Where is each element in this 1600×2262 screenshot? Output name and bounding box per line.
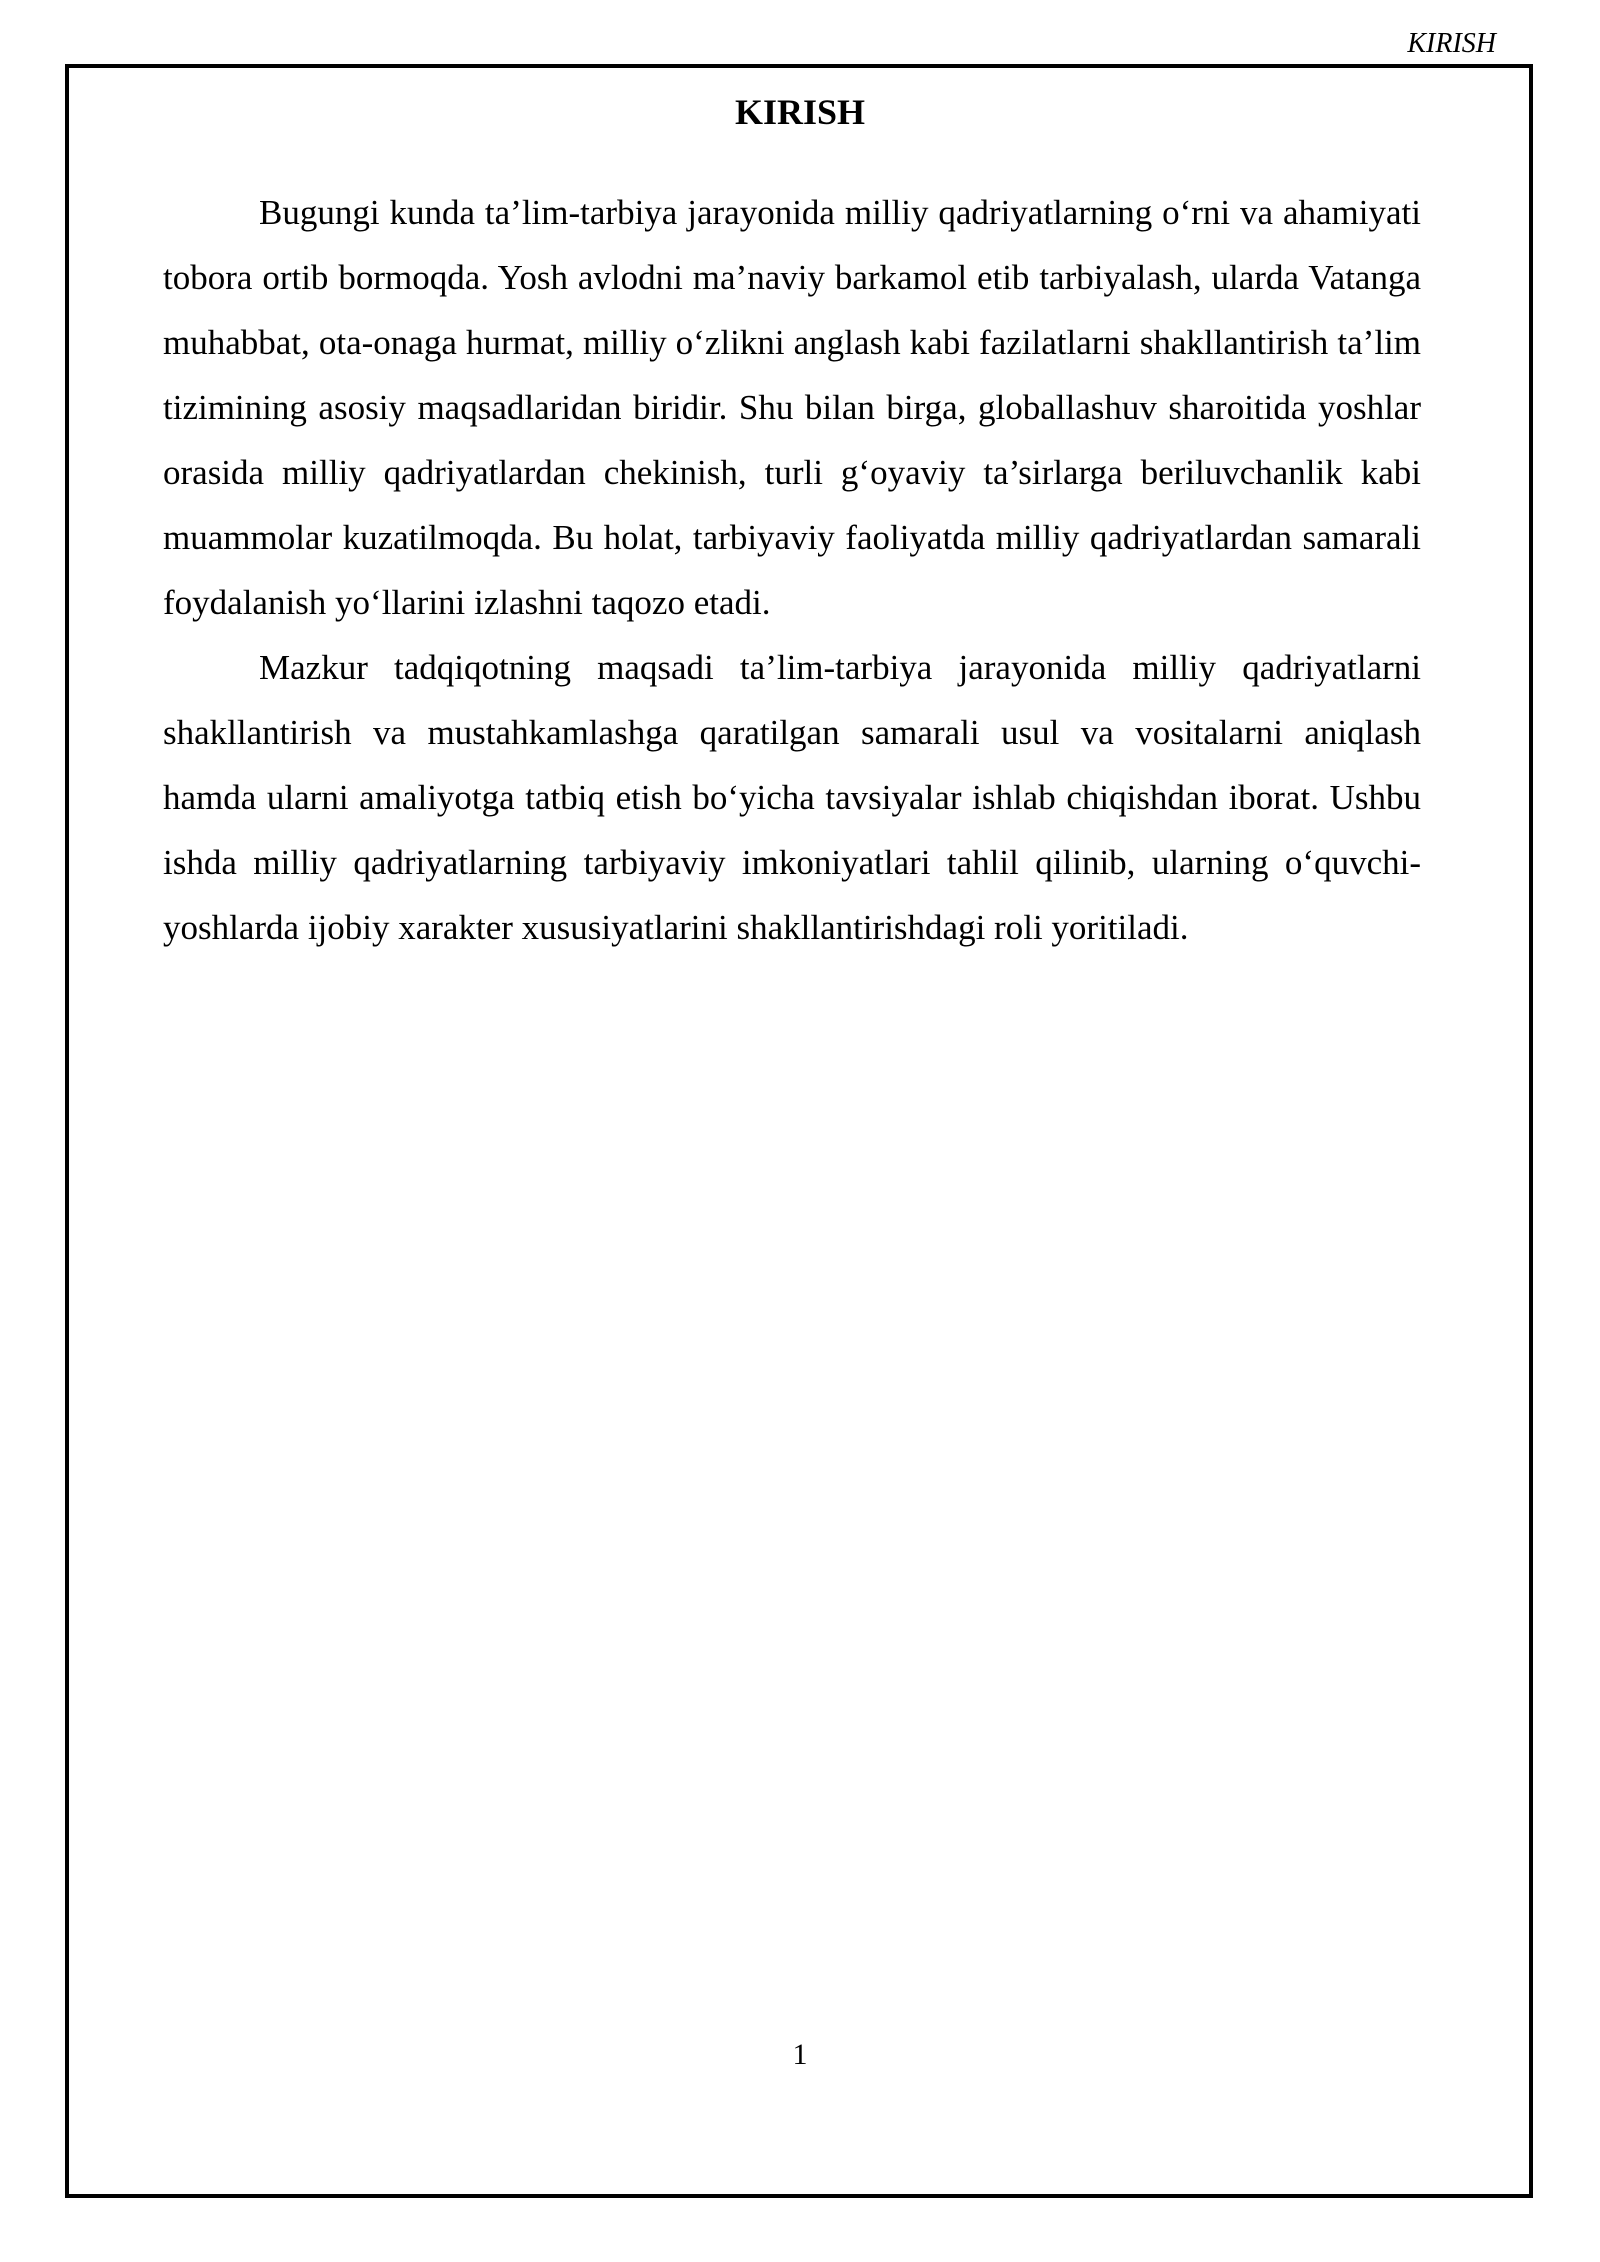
page-number: 1	[792, 2038, 808, 2071]
paragraph-1: Bugungi kunda ta’lim-tarbiya jarayonida milliy qadriyatlarning o‘rni va ahamiyati tobora ortib bormoqda. Yosh avlodni ma’naviy barkamol etib tarbiyalash, ularda Vatanga muhabbat, ota-onaga hurmat, milliy o‘zlikni anglash kabi fazilatlarni shakllantirish ta’lim tizimining asosiy maqsadlaridan biridir. Shu bilan birga, globallashuv sharoitida yoshlar orasida milliy qadriyatlardan chekinish, turli g‘oyaviy ta’sirlarga beriluvchanlik kabi muammolar kuzatilmoqda. Bu holat, tarbiyaviy faoliyatda milliy qadriyatlardan samarali foydalanish yo‘llarini izlashni taqozo etadi.	[163, 193, 1421, 622]
page-title: KIRISH	[734, 92, 866, 132]
body-text	[163, 180, 1421, 960]
paragraph-2: Mazkur tadqiqotning maqsadi ta’lim-tarbiya jarayonida milliy qadriyatlarni shakllantirish va mustahkamlashga qaratilgan samarali usul va vositalarni aniqlash hamda ularni amaliyotga tatbiq etish bo‘yicha tavsiyalar ishlab chiqishdan iborat. Ushbu ishda milliy qadriyatlarning tarbiyaviy imkoniyatlari tahlil qilinib, ularning o‘quvchi-yoshlarda ijobiy xarakter xususiyatlarini shakllantirishdagi roli yoritiladi.	[163, 648, 1421, 947]
running-header: KIRISH	[1407, 28, 1496, 59]
